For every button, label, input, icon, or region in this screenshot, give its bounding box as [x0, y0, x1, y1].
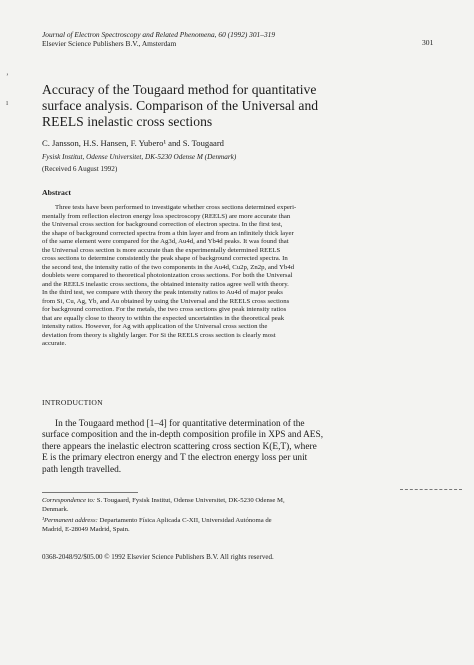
received-date: (Received 6 August 1992): [42, 165, 118, 173]
intro-line: In the Tougaard method [1–4] for quantitative determination of the: [55, 419, 305, 429]
title-line: Accuracy of the Tougaard method for quantitative: [42, 82, 317, 97]
abstract-line: accurate.: [42, 340, 67, 347]
abstract-line: that are equally close to theory to within the expected uncertainties in the theoretical peak: [42, 314, 285, 322]
abstract-line: and the REELS inelastic cross sections, the obtained intensity ratios agree well with theory.: [42, 280, 289, 288]
abstract-line: deviation from theory is slightly larger. For Si the REELS cross section is clearly most: [42, 331, 276, 339]
correspondence-line2: Denmark.: [42, 505, 69, 513]
affiliation: Fysisk Institut, Odense Universitet, DK-5230 Odense M (Denmark): [42, 153, 237, 161]
intro-line: surface composition and the in-depth composition profile in XPS and AES,: [42, 430, 324, 441]
intro-line: E is the primary electron energy and T the electron energy loss per unit: [42, 453, 308, 464]
abstract-heading: Abstract: [42, 188, 72, 197]
abstract-body: [42, 204, 362, 349]
abstract-line: doublets were compared to theoretical photoionization cross sections. For both the Universal: [42, 272, 293, 279]
intro-line: path length travelled.: [42, 464, 122, 475]
title-line: surface analysis. Comparison of the Universal and: [42, 98, 319, 113]
correspondence-footnote: [42, 497, 285, 514]
abstract-line: the Universal cross section for background correction of electron spectra. In the first test,: [42, 221, 283, 228]
abstract-line: intensity ratios. However, for Ag with application of the Universal cross section the: [42, 323, 268, 330]
abstract-line: In the third test, we compare with theory the peak intensity ratios to Au4d of major peaks: [42, 289, 283, 296]
abstract-line: the second test, the intensity ratio of the two components in the Au4d, Cu2p, Zn2p, and Yb4d: [42, 263, 295, 271]
page-number: 301: [422, 38, 434, 47]
abstract-line: for background correction. For the metals, the two cross sections give peak intensity ratios: [42, 306, 287, 313]
abstract-line: from Si, Cu, Ag, Yb, and Au obtained by using the Universal and the REELS cross sections: [42, 297, 290, 305]
title-line: REELS inelastic cross sections: [42, 114, 213, 129]
intro-line: there appears the inelastic electron scattering cross section K(E,T), where: [42, 441, 317, 452]
permanent-line2: Madrid, E-28049 Madrid, Spain.: [42, 525, 130, 533]
abstract-line: cross sections to determine consistently the peak shape of background corrected spectra. In: [42, 255, 288, 262]
permanent-text: Departamento Física Aplicada C-XII, Universidad Autónoma de: [97, 517, 272, 524]
copyright-line: 0368-2048/92/$05.00 © 1992 Elsevier Science Publishers B.V. All rights reserved.: [42, 553, 274, 561]
permanent-lead: ¹Permanent address:: [42, 517, 98, 524]
journal-citation: Journal of Electron Spectroscopy and Related Phenomena, 60 (1992) 301–319: [42, 30, 276, 39]
permanent-address-footnote: [42, 517, 272, 534]
abstract-line: the shape of background corrected spectra from a thin layer and from an infinitely thick layer: [42, 229, 294, 237]
paper-title: [42, 82, 318, 130]
scan-mark: ı: [6, 98, 9, 107]
abstract-line: Three tests have been performed to investigate whether cross sections determined experi-: [55, 204, 297, 211]
footnote-rule: [42, 492, 138, 493]
abstract-line: of the same element were compared for the Ag3d, Au4d, and Yb4d peaks. It was found that: [42, 238, 289, 245]
abstract-line: the Universal cross section is more accurate than the experimentally determined REELS: [42, 246, 281, 254]
abstract-line: mentally from reflection electron energy loss spectroscopy (REELS) are more accurate than: [42, 212, 291, 220]
author-list: C. Jansson, H.S. Hansen, F. Yubero¹ and S. Tougaard: [42, 138, 224, 148]
journal-header: [42, 30, 275, 48]
scan-mark: ’: [6, 72, 9, 81]
margin-rule: [400, 489, 462, 490]
correspondence-text: S. Tougaard, Fysisk Institut, Odense Universitet, DK-5230 Odense M,: [95, 497, 285, 504]
introduction-heading: INTRODUCTION: [42, 398, 103, 407]
correspondence-lead: Correspondence to:: [42, 497, 96, 504]
publisher-line: Elsevier Science Publishers B.V., Amsterdam: [42, 39, 177, 48]
introduction-body: [42, 419, 360, 476]
